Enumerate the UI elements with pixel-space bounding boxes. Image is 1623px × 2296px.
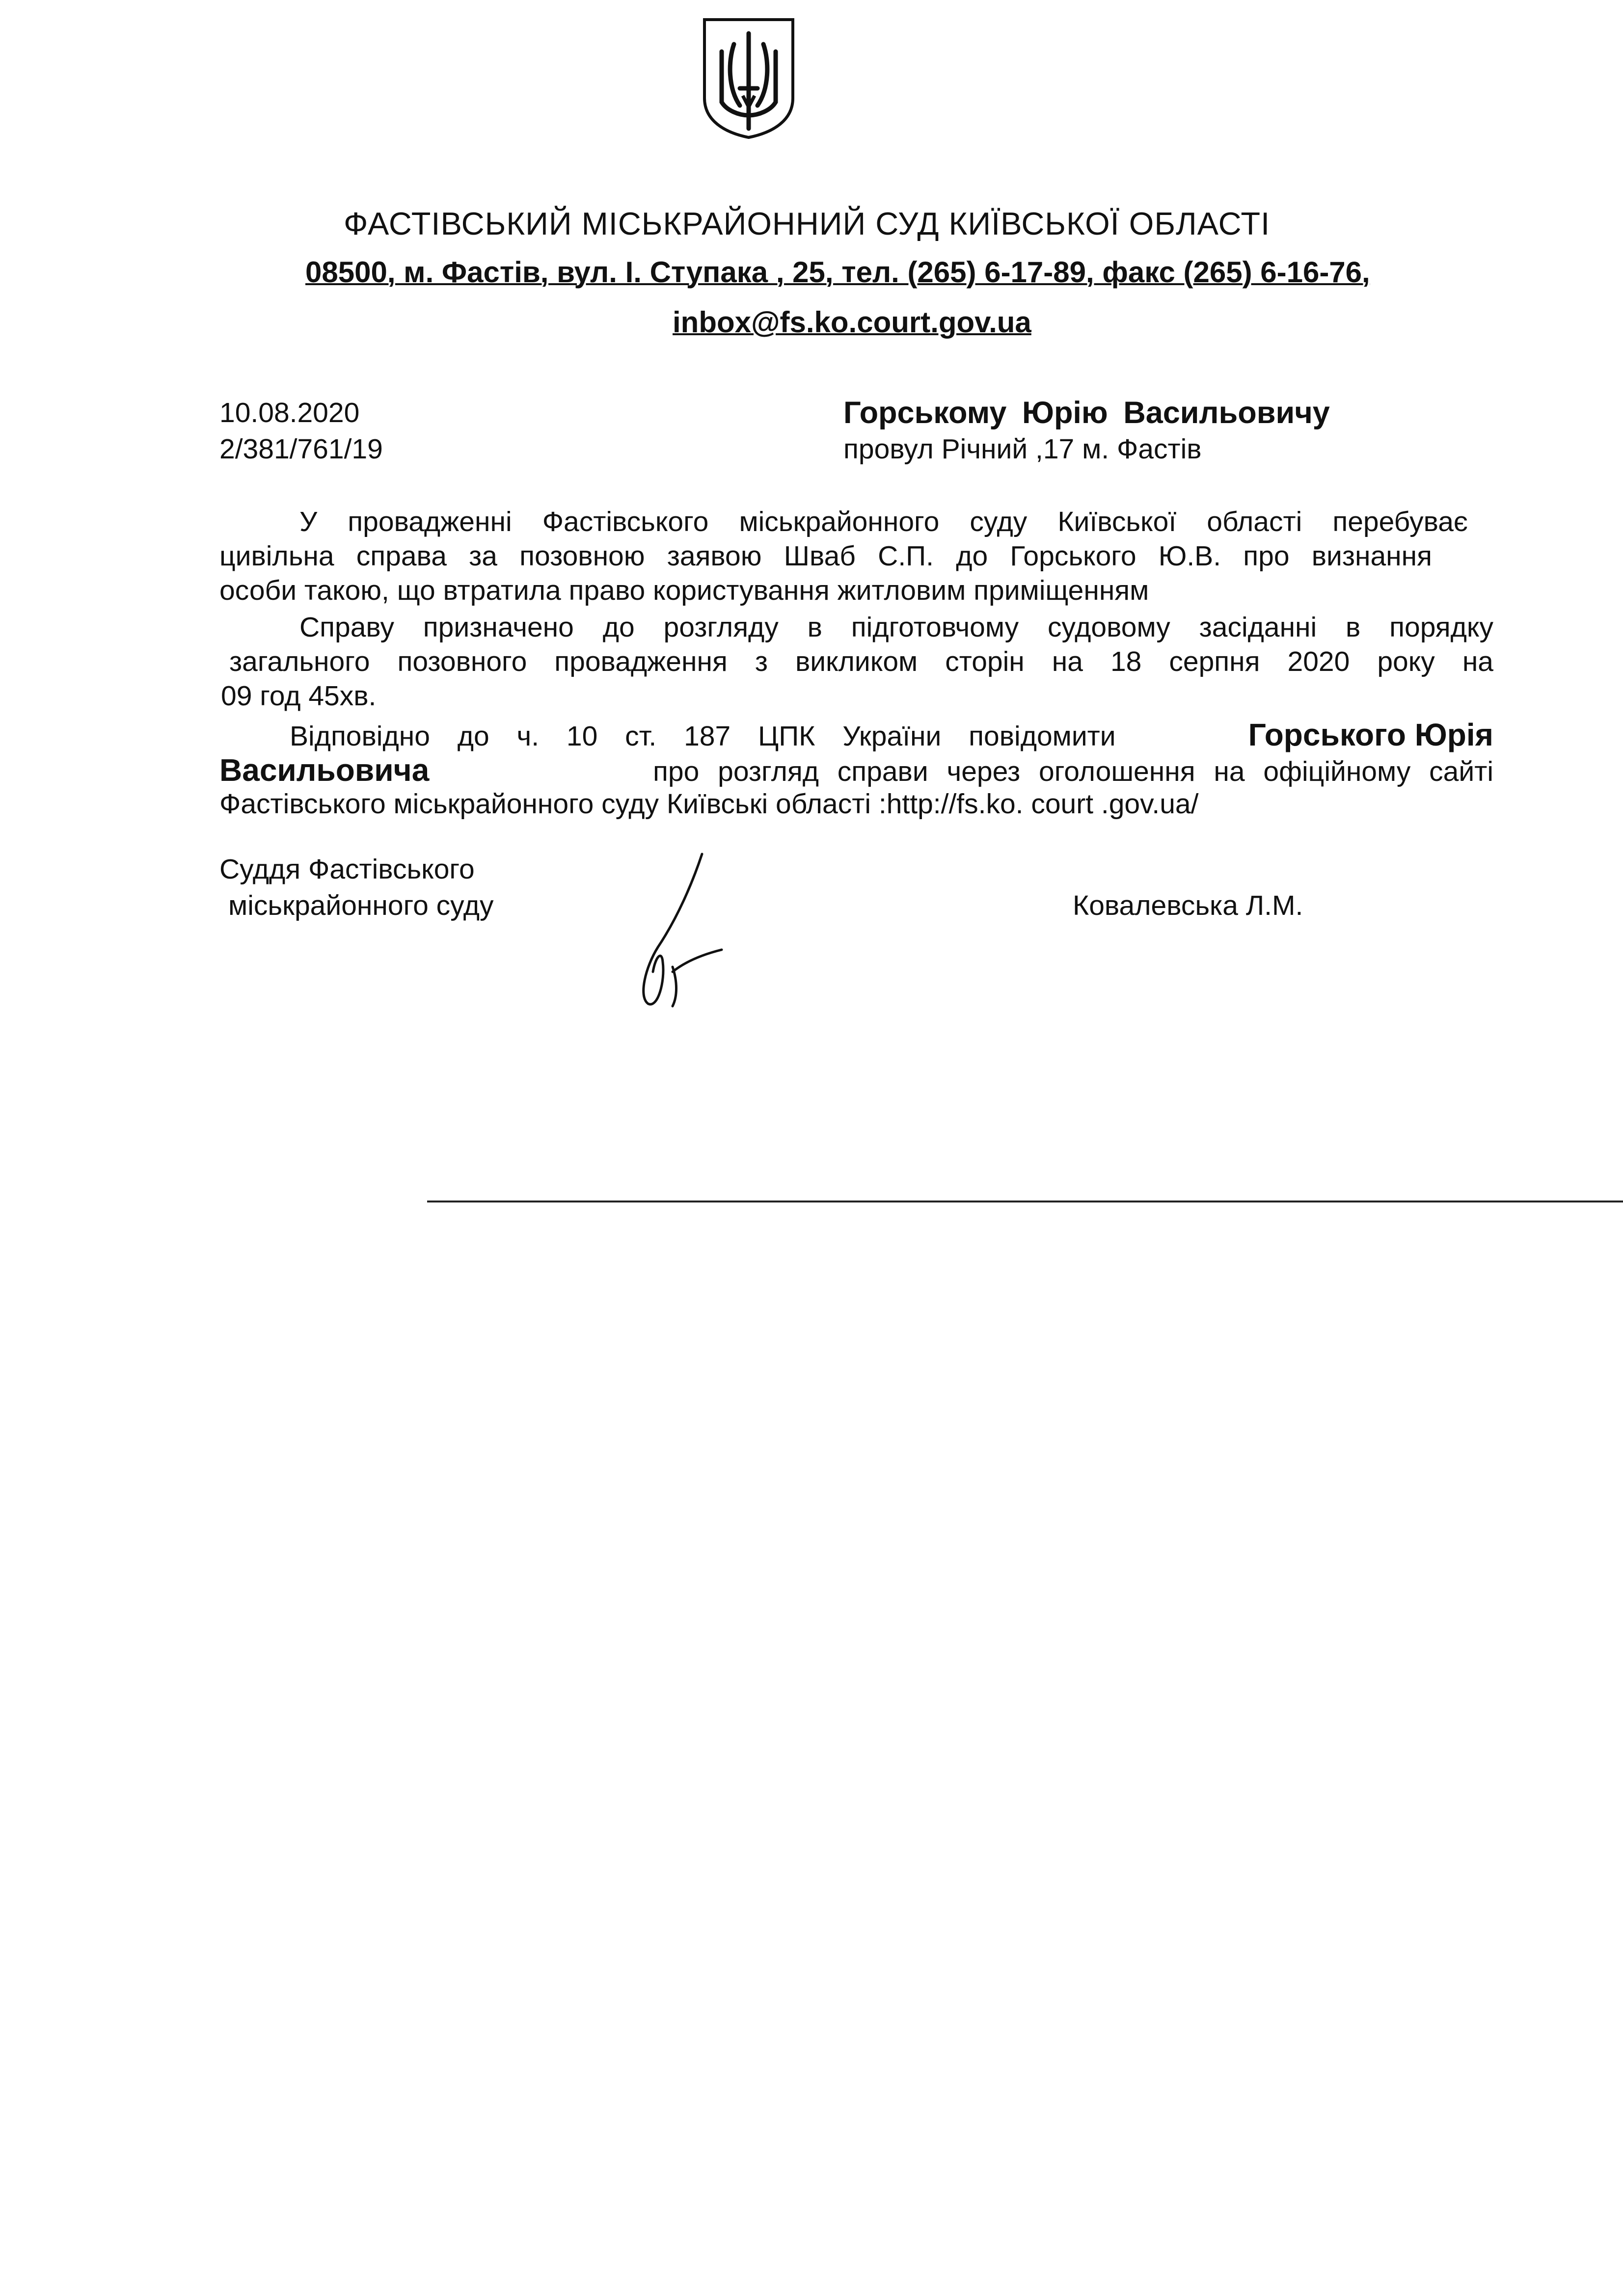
paragraph-3-line-2 bbox=[219, 752, 1493, 788]
paragraph-2-line-1: Справу призначено до розгляду в підготовчому судовому засіданні в порядку bbox=[299, 612, 1493, 643]
coat-of-arms-icon bbox=[700, 15, 798, 140]
paragraph-2-line-3: 09 год 45хв. bbox=[221, 680, 377, 712]
paragraph-1-line-2: цивільна справа за позовною заявою Шваб С.П. до Горського Ю.В. про визнання bbox=[219, 540, 1432, 572]
paragraph-3-line-3: Фастівського міськрайонного суду Київські області :http://fs.ko. court .gov.ua/ bbox=[219, 788, 1199, 820]
paragraph-3-line-1 bbox=[290, 717, 1493, 753]
paragraph-1-line-3: особи такою, що втратила право користування житловим приміщенням bbox=[219, 575, 1149, 606]
judge-title-line-2: міськрайонного суду bbox=[228, 890, 494, 921]
judge-title-line-1: Суддя Фастівського bbox=[219, 854, 475, 885]
defendant-name-part-2: Васильовича bbox=[219, 752, 430, 788]
recipient-name: Горському Юрію Васильовичу bbox=[843, 396, 1330, 430]
handwritten-signature-icon bbox=[604, 849, 727, 1011]
recipient-address: провул Річний ,17 м. Фастів bbox=[843, 433, 1202, 465]
document-date: 10.08.2020 bbox=[219, 397, 360, 428]
judge-name: Ковалевська Л.М. bbox=[1073, 890, 1303, 921]
paragraph-1-line-1: У провадженні Фастівського міськрайонного суду Київської області перебуває bbox=[299, 506, 1468, 537]
footer-divider bbox=[427, 1201, 1623, 1202]
court-address: 08500, м. Фастів, вул. І. Ступака , 25, тел. (265) 6-17-89, факс (265) 6-16-76, bbox=[305, 256, 1370, 289]
court-name: ФАСТІВСЬКИЙ МІСЬКРАЙОННИЙ СУД КИЇВСЬКОЇ ОБЛАСТІ bbox=[344, 206, 1271, 241]
court-email: inbox@fs.ko.court.gov.ua bbox=[673, 306, 1031, 339]
paragraph-2-line-2: загального позовного провадження з викликом сторін на 18 серпня 2020 року на bbox=[229, 646, 1493, 677]
reference-number: 2/381/761/19 bbox=[219, 433, 383, 465]
paragraph-3-line-1-text: Відповідно до ч. 10 ст. 187 ЦПК України повідомити bbox=[290, 721, 1116, 752]
defendant-name-part-1: Горського Юрія bbox=[1248, 717, 1493, 752]
paragraph-3-line-2-text: про розгляд справи через оголошення на офіційному сайті bbox=[653, 756, 1493, 787]
